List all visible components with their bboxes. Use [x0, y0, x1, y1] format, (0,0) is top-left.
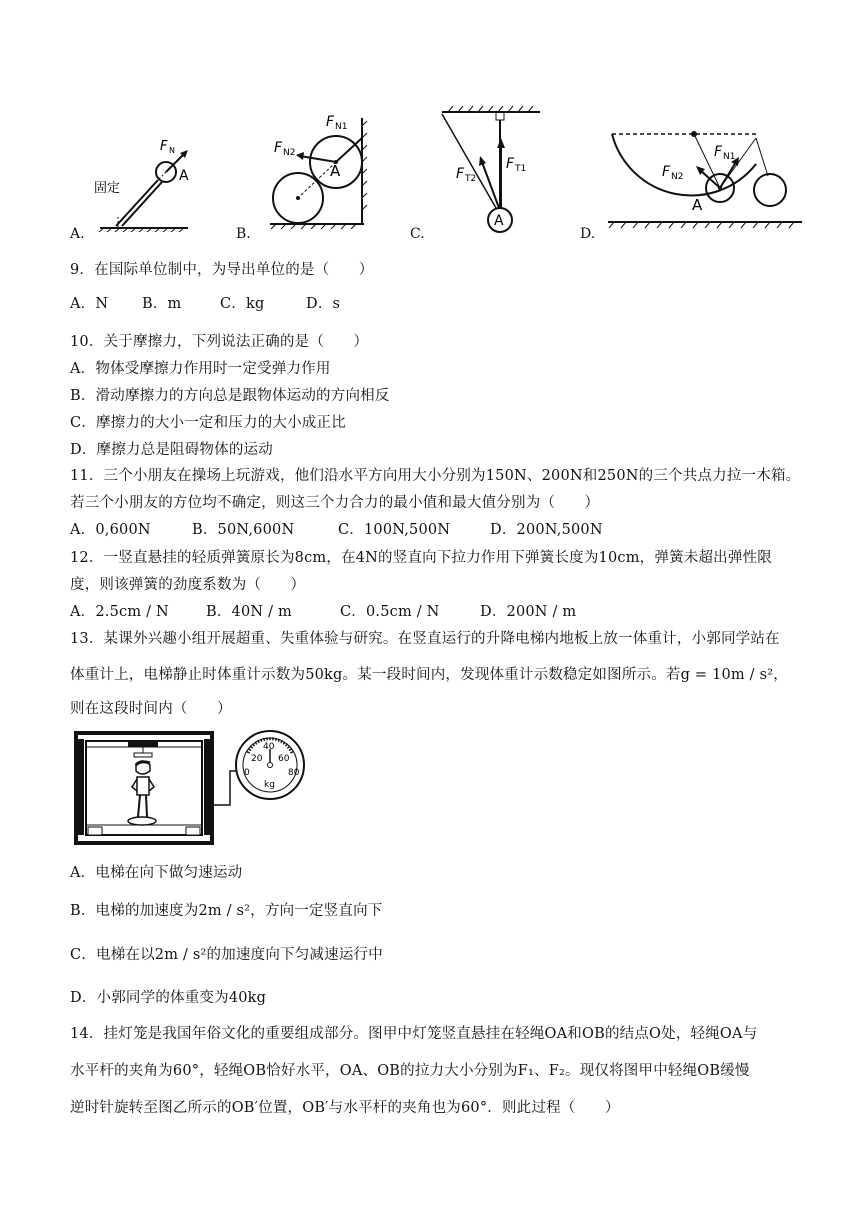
q13-stem-1: 13．某课外兴趣小组开展超重、失重体验与研究。在竖直运行的升降电梯内地板上放一体重计，小郭同学站在	[70, 631, 780, 647]
q14-stem-1: 14．挂灯笼是我国年俗文化的重要组成部分。图甲中灯笼竖直悬挂在轻绳OA和OB的结点O处，轻绳OA与	[70, 1026, 758, 1042]
q9-option-d[interactable]: D．s	[306, 296, 341, 312]
q11-option-b[interactable]: B．50N,600N	[192, 522, 295, 538]
q9-option-b[interactable]: B．m	[142, 296, 182, 312]
fixed-label: 固定	[94, 181, 121, 196]
scale-tick-40: 40	[263, 742, 275, 752]
q13-option-d[interactable]: D．小郭同学的体重变为40kg	[70, 990, 267, 1006]
svg-text:N1: N1	[335, 122, 348, 132]
q12-option-a[interactable]: A．2.5cm / N	[70, 604, 169, 620]
elevator-scale-figure	[74, 727, 314, 845]
q10-option-d[interactable]: D．摩擦力总是阻碍物体的运动	[70, 442, 273, 458]
q12-stem-2: 度，则该弹簧的劲度系数为（ ）	[70, 577, 306, 593]
svg-text:A: A	[494, 213, 504, 229]
q13-option-c[interactable]: C．电梯在以2m / s²的加速度向下匀减速运行中	[70, 947, 383, 963]
figure-c-label: C.	[410, 226, 425, 242]
q13-stem-2: 体重计上，电梯静止时体重计示数为50kg。某一段时间内，发现体重计示数稳定如图所示。若g = 10m / s²，	[70, 667, 788, 683]
figure-option-b	[266, 106, 386, 232]
scale-unit: kg	[264, 780, 275, 790]
q10-option-c[interactable]: C．摩擦力的大小一定和压力的大小成正比	[70, 415, 346, 431]
q12-options	[70, 600, 576, 621]
figure-option-c	[436, 102, 546, 234]
q12-option-c[interactable]: C．0.5cm / N	[340, 604, 440, 620]
svg-text:F: F	[714, 144, 723, 160]
q13-option-a[interactable]: A．电梯在向下做匀速运动	[70, 865, 243, 881]
q12-option-b[interactable]: B．40N / m	[206, 604, 292, 620]
svg-text:F: F	[326, 114, 335, 130]
q11-option-c[interactable]: C．100N,500N	[338, 522, 451, 538]
svg-text:N1: N1	[723, 152, 736, 162]
svg-text:T2: T2	[465, 174, 477, 184]
q11-options	[70, 518, 603, 539]
q10-option-b[interactable]: B．滑动摩擦力的方向总是跟物体运动的方向相反	[70, 388, 390, 404]
scale-tick-60: 60	[278, 754, 290, 764]
svg-text:N2: N2	[671, 172, 684, 182]
figure-option-d	[606, 124, 806, 234]
q14-stem-3: 逆时针旋转至图乙所示的OB′位置，OB′与水平杆的夹角也为60°．则此过程（ ）	[70, 1100, 620, 1116]
scale-tick-80: 80	[288, 768, 300, 778]
svg-text:A: A	[692, 196, 703, 214]
q9-stem: 9．在国际单位制中，为导出单位的是（ ）	[70, 262, 374, 278]
svg-text:A: A	[330, 162, 341, 180]
svg-text:N2: N2	[283, 148, 296, 158]
scale-tick-20: 20	[251, 754, 263, 764]
fn-label: F	[160, 139, 168, 154]
q10-option-a[interactable]: A．物体受摩擦力作用时一定受弹力作用	[70, 361, 331, 377]
q11-option-d[interactable]: D．200N,500N	[490, 522, 603, 538]
q12-stem-1: 12．一竖直悬挂的轻质弹簧原长为8cm，在4N的竖直向下拉力作用下弹簧长度为10cm，弹簧未超出弹性限	[70, 550, 772, 566]
q11-stem-1: 11．三个小朋友在操场上玩游戏，他们沿水平方向用大小分别为150N、200N和250N的三个共点力拉一木箱。	[70, 468, 801, 484]
q12-option-d[interactable]: D．200N / m	[480, 604, 577, 620]
figure-d-label: D.	[580, 226, 596, 242]
figure-b-label: B.	[236, 226, 251, 242]
q13-stem-3: 则在这段时间内（ ）	[70, 701, 232, 717]
q11-stem-2: 若三个小朋友的方位均不确定，则这三个力合力的最小值和最大值分别为（ ）	[70, 495, 600, 511]
q11-option-a[interactable]: A．0,600N	[70, 522, 151, 538]
q9-options	[70, 292, 340, 313]
svg-text:F: F	[274, 140, 283, 156]
figure-option-a	[88, 122, 198, 232]
q9-option-a[interactable]: A．N	[70, 296, 109, 312]
svg-text:N: N	[169, 146, 175, 155]
q9-option-c[interactable]: C．kg	[220, 296, 265, 312]
svg-text:F: F	[506, 156, 515, 172]
svg-text:F: F	[662, 164, 671, 180]
figure-a-label: A.	[70, 226, 85, 242]
q13-option-b[interactable]: B．电梯的加速度为2m / s²，方向一定竖直向下	[70, 903, 383, 919]
svg-text:T1: T1	[515, 164, 527, 174]
q14-stem-2: 水平杆的夹角为60°，轻绳OB恰好水平，OA、OB的拉力大小分别为F₁、F₂。现仅将图甲中轻绳OB缓慢	[70, 1063, 750, 1079]
q10-stem: 10．关于摩擦力，下列说法正确的是（ ）	[70, 334, 369, 350]
svg-text:F: F	[456, 166, 465, 182]
scale-tick-0: 0	[244, 768, 250, 778]
ball-label: A	[179, 168, 189, 184]
